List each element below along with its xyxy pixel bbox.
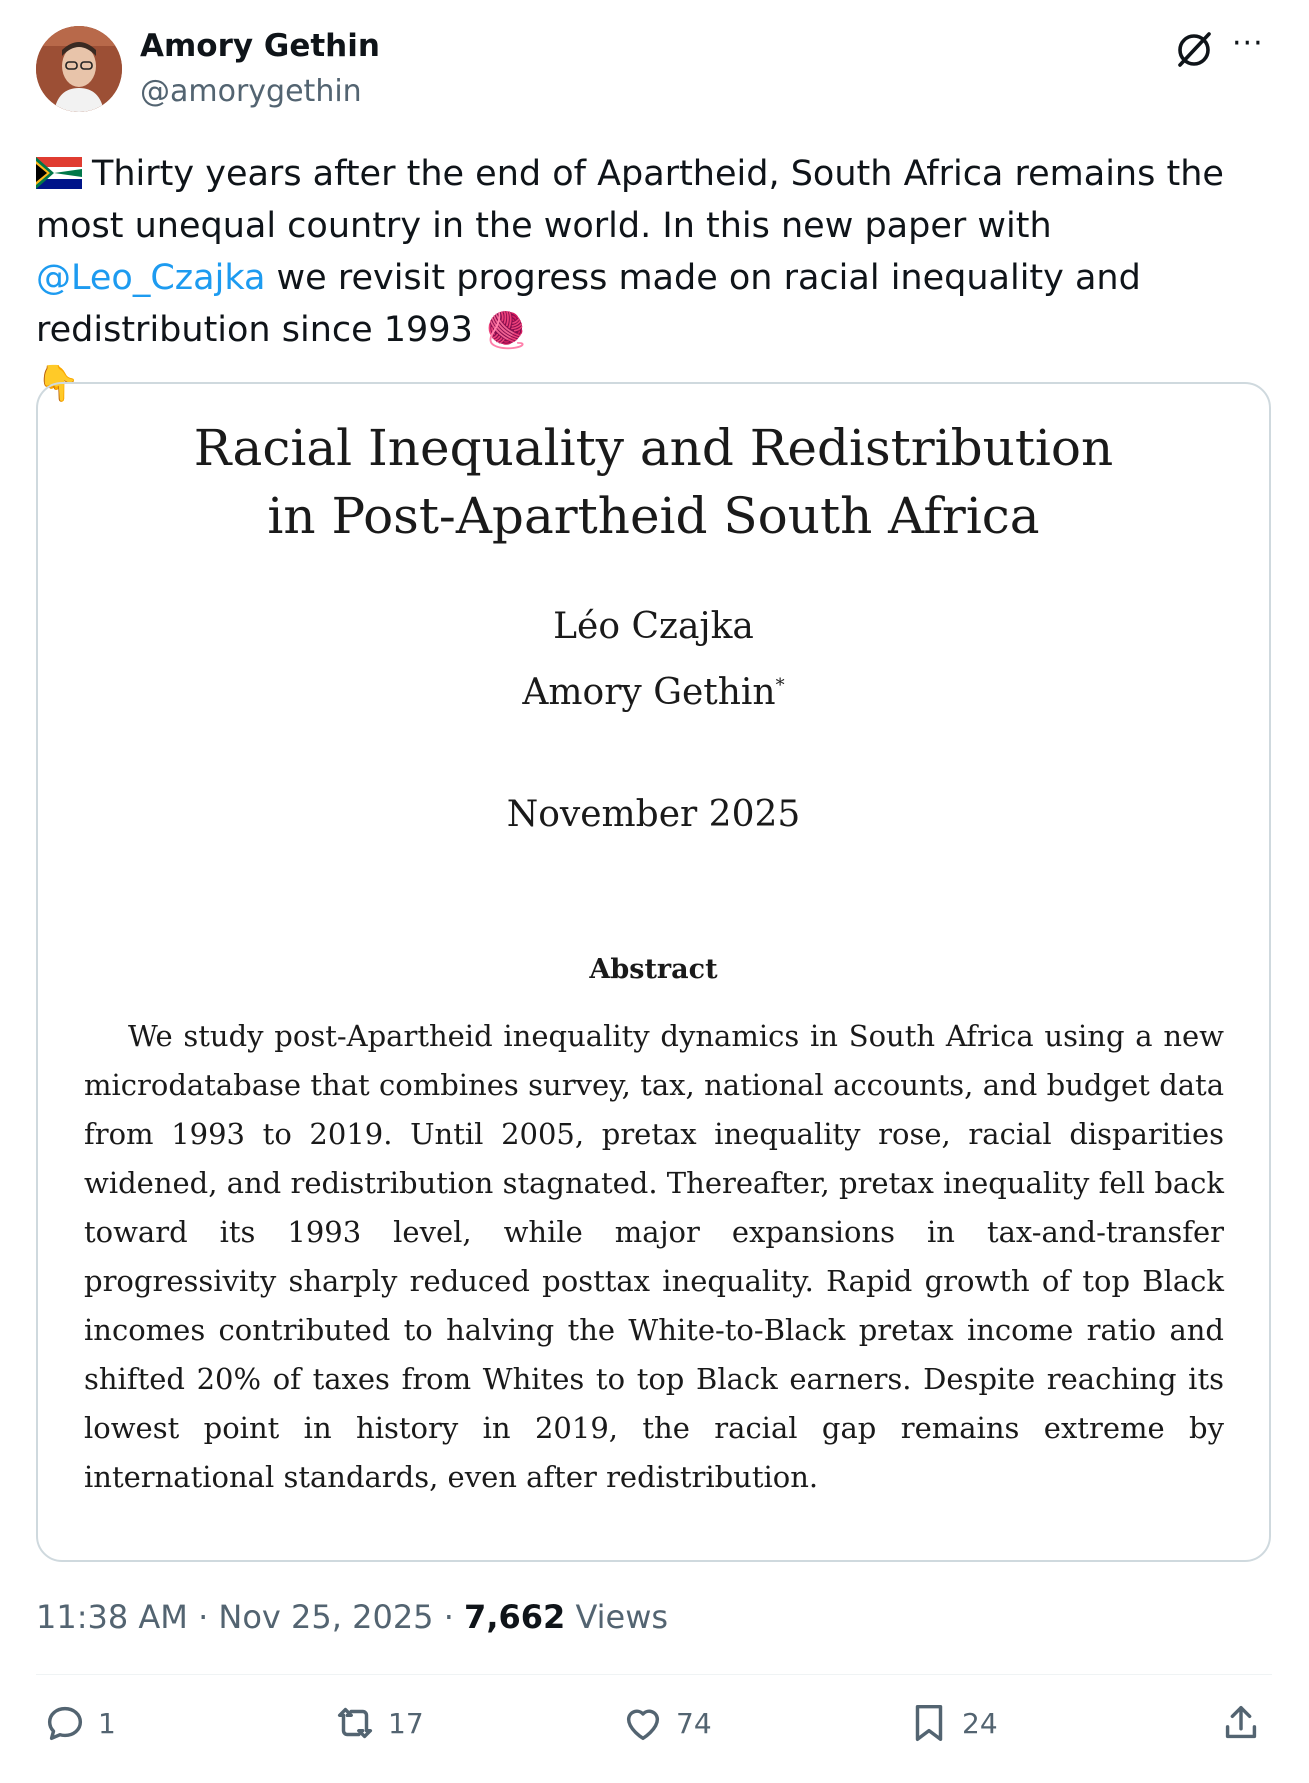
- divider: [36, 1674, 1272, 1675]
- paper-author-2-row: [38, 672, 1269, 713]
- paper-author-1: Léo Czajka: [553, 606, 754, 647]
- grok-icon[interactable]: [1172, 28, 1216, 72]
- reply-button[interactable]: [42, 1700, 116, 1746]
- reply-count: 1: [98, 1706, 116, 1740]
- more-options-button[interactable]: ···: [1232, 26, 1264, 61]
- paper-author-2-mark: *: [775, 675, 785, 696]
- paper-title-line2: in Post-Apartheid South Africa: [267, 487, 1040, 545]
- tweet-text-part1: Thirty years after the end of Apartheid, South Africa remains the most unequal country in the world. In this new paper with: [36, 154, 1224, 246]
- avatar[interactable]: [36, 26, 122, 112]
- tweet-text: [36, 148, 1276, 410]
- share-icon: [1218, 1700, 1264, 1746]
- paper-image-card[interactable]: [36, 382, 1271, 1562]
- repost-button[interactable]: [332, 1700, 424, 1746]
- author-handle[interactable]: @amorygethin: [140, 74, 362, 109]
- paper-date: November 2025: [506, 794, 801, 835]
- bookmark-icon: [906, 1700, 952, 1746]
- abstract-heading: Abstract: [589, 954, 718, 985]
- author-display-name[interactable]: Amory Gethin: [140, 28, 380, 64]
- meta-separator: ·: [198, 1598, 209, 1636]
- repost-icon: [332, 1700, 378, 1746]
- paper-title-line1: Racial Inequality and Redistribution: [193, 419, 1114, 477]
- heart-icon: [620, 1700, 666, 1746]
- meta-separator: ·: [443, 1598, 454, 1636]
- point-down-emoji: 👇: [36, 364, 80, 404]
- abstract-text: We study post-Apartheid inequality dynamics in South Africa using a new microdatabase that combines survey, tax, national accounts, and budget data from 1993 to 2019. Until 2005, pretax inequality rose, racial disparities widened, and redistribution stagnated. Thereafter, pretax inequality fell back toward its 1993 level, while major expansions in tax-and-transfer progressivity sharply reduced posttax inequality. Rapid growth of top Black incomes contributed to halving the White-to-Black pretax income ratio and shifted 20% of taxes from Whites to top Black earners. Despite reaching its lowest point in history in 2019, the racial gap remains extreme by international standards, even after redistribution.: [84, 1019, 1224, 1494]
- views-count: 7,662: [464, 1598, 566, 1636]
- repost-count: 17: [388, 1706, 424, 1740]
- reply-icon: [42, 1700, 88, 1746]
- south-africa-flag-icon: [36, 157, 82, 189]
- tweet-time[interactable]: 11:38 AM: [36, 1598, 188, 1636]
- bookmark-button[interactable]: [906, 1700, 998, 1746]
- tweet-text-part2: we revisit progress made on racial inequality and redistribution since 1993: [36, 258, 1141, 350]
- action-bar: [36, 1700, 1272, 1764]
- like-button[interactable]: [620, 1700, 712, 1746]
- tweet-date[interactable]: Nov 25, 2025: [218, 1598, 434, 1636]
- views-label: Views: [575, 1598, 669, 1636]
- share-button[interactable]: [1218, 1700, 1264, 1746]
- tweet-meta: [36, 1598, 668, 1636]
- bookmark-count: 24: [962, 1706, 998, 1740]
- yarn-emoji: 🧶: [483, 311, 528, 351]
- paper-author-2: Amory Gethin: [522, 672, 776, 713]
- paper-title: [38, 414, 1269, 550]
- like-count: 74: [676, 1706, 712, 1740]
- mention-link[interactable]: @Leo_Czajka: [36, 258, 266, 298]
